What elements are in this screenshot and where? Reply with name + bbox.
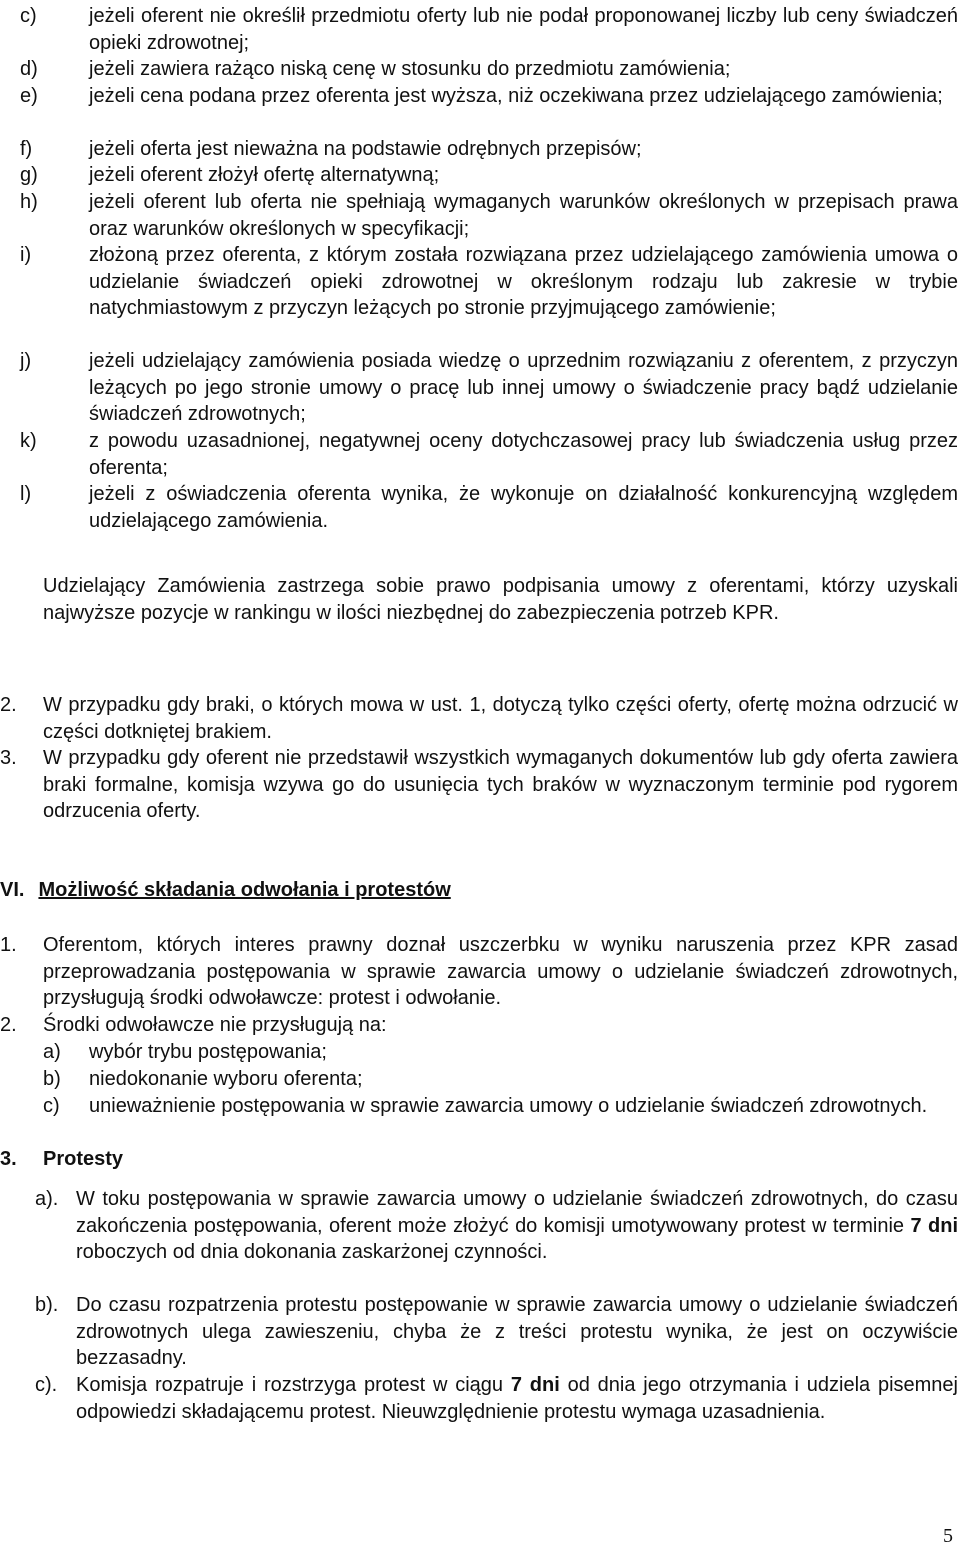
section-title: Możliwość składania odwołania i protestów bbox=[38, 879, 451, 901]
section-point-label: 2. bbox=[0, 1014, 17, 1036]
list-item-text: jeżeli oferta jest nieważna na podstawie odrębnych przepisów; bbox=[89, 138, 642, 160]
numbered-point bbox=[0, 745, 958, 825]
protest-item bbox=[35, 1372, 958, 1425]
protest-item-text: Komisja rozpatruje i rozstrzyga protest w ciągu 7 dni od dnia jego otrzymania i udziela pisemnej odpowiedzi składającemu protest. Nieuwzględnienie protestu wymaga uzasadnienia. bbox=[76, 1374, 959, 1423]
sub-list-item-label: c) bbox=[43, 1095, 60, 1117]
list-item-label: f) bbox=[20, 138, 33, 160]
sub-list-item-text: niedokonanie wyboru oferenta; bbox=[89, 1068, 363, 1090]
list-item bbox=[20, 56, 958, 83]
list-item-text: jeżeli zawiera rażąco niską cenę w stosunku do przedmiotu zamówienia; bbox=[89, 58, 731, 80]
list-item bbox=[20, 136, 958, 163]
list-item bbox=[20, 242, 958, 322]
protest-item-label: c). bbox=[35, 1374, 58, 1396]
section-point-3 bbox=[0, 1146, 958, 1173]
sub-list-item-text: wybór trybu postępowania; bbox=[89, 1041, 327, 1063]
list-item bbox=[20, 3, 958, 56]
sub-list-item bbox=[43, 1093, 958, 1120]
protest-item bbox=[35, 1186, 958, 1266]
list-item-label: i) bbox=[20, 244, 32, 266]
section-point-text: Oferentom, których interes prawny doznał uszczerbku w wyniku naruszenia przez KPR zasad przeprowadzania postępowania w sprawie zawarcia umowy o udzielanie świadczeń zdrowotnych, przysługują środki odwoławcze: protest i odwołanie. bbox=[43, 934, 958, 1009]
section-point-text: Środki odwoławcze nie przysługują na: bbox=[43, 1014, 387, 1036]
list-item-text: jeżeli oferent złożył ofertę alternatywną; bbox=[89, 164, 440, 186]
sub-list-item-label: b) bbox=[43, 1068, 61, 1090]
section-point-2 bbox=[0, 1012, 958, 1039]
protests-heading: Protesty bbox=[43, 1148, 124, 1170]
page-number: 5 bbox=[943, 1525, 953, 1547]
numbered-point-text: W przypadku gdy oferent nie przedstawił wszystkich wymaganych dokumentów lub gdy oferta zawiera braki formalne, komisja wzywa go do usunięcia tych braków w wyznaczonym terminie pod rygorem odrzucenia oferty. bbox=[43, 747, 958, 822]
list-item-label: e) bbox=[20, 85, 38, 107]
protest-item bbox=[35, 1292, 958, 1372]
section-point-label: 3. bbox=[0, 1148, 17, 1170]
list-item-text: z powodu uzasadnionej, negatywnej oceny dotychczasowej pracy lub świadczenia usług przez oferenta; bbox=[89, 430, 958, 479]
list-item bbox=[20, 428, 958, 481]
section-point-1 bbox=[0, 932, 958, 1012]
numbered-point-text: W przypadku gdy braki, o których mowa w ust. 1, dotyczą tylko części oferty, ofertę można odrzucić w części dotkniętej brakiem. bbox=[43, 694, 958, 743]
protest-item-label: a). bbox=[35, 1188, 59, 1210]
sub-list-item bbox=[43, 1066, 958, 1093]
sub-list-item bbox=[43, 1039, 958, 1066]
list-item bbox=[20, 481, 958, 534]
list-item-text: jeżeli z oświadczenia oferenta wynika, że wykonuje on działalność konkurencyjną względem udzielającego zamówienia. bbox=[89, 483, 958, 532]
list-item-label: c) bbox=[20, 5, 37, 27]
numbered-point-label: 2. bbox=[0, 694, 17, 716]
section-point-label: 1. bbox=[0, 934, 17, 956]
list-item-label: d) bbox=[20, 58, 38, 80]
list-item-text: jeżeli udzielający zamówienia posiada wiedzę o uprzednim rozwiązaniu z oferentem, z przyczyn leżących po jego stronie umowy o pracę lub innej umowy o świadczenie pracy bądź udzielanie świadczeń zdrowotnych; bbox=[89, 350, 958, 425]
protest-item-text: Do czasu rozpatrzenia protestu postępowanie w sprawie zawarcia umowy o udzielanie świadczeń zdrowotnych ulega zawieszeniu, chyba że z treści protestu wynika, że jest on oczywiście bezzasadny. bbox=[76, 1294, 958, 1369]
list-item-text: jeżeli cena podana przez oferenta jest wyższa, niż oczekiwana przez udzielającego zamówienia; bbox=[89, 85, 943, 107]
list-item-text: jeżeli oferent nie określił przedmiotu oferty lub nie podał proponowanej liczby lub ceny świadczeń opieki zdrowotnej; bbox=[89, 5, 958, 54]
list-item-text: jeżeli oferent lub oferta nie spełniają wymaganych warunków określonych w przepisach prawa oraz warunków określonych w specyfikacji; bbox=[89, 191, 958, 240]
section-heading bbox=[0, 877, 451, 903]
list-item-text: złożoną przez oferenta, z którym została rozwiązana przez udzielającego zamówienia umowa o udzielanie świadczeń opieki zdrowotnej w określonym rodzaju lub zakresie w trybie natychmiastowym z przyczyn leżących po stronie przyjmującego zamówienie; bbox=[89, 244, 958, 319]
list-item-label: k) bbox=[20, 430, 37, 452]
list-item-label: g) bbox=[20, 164, 38, 186]
list-item-label: h) bbox=[20, 191, 38, 213]
bold-term: 7 dni bbox=[510, 1374, 560, 1396]
numbered-point bbox=[0, 692, 958, 745]
list-item-label: l) bbox=[20, 483, 32, 505]
list-item bbox=[20, 189, 958, 242]
list-item-label: j) bbox=[20, 350, 32, 372]
numbered-point-label: 3. bbox=[0, 747, 17, 769]
reservation-paragraph: Udzielający Zamówienia zastrzega sobie prawo podpisania umowy z oferentami, którzy uzyskali najwyższe pozycje w rankingu w ilości niezbędnej do zabezpieczenia potrzeb KPR. bbox=[43, 575, 958, 624]
sub-list-item-label: a) bbox=[43, 1041, 61, 1063]
protest-item-text: W toku postępowania w sprawie zawarcia umowy o udzielanie świadczeń zdrowotnych, do czasu zakończenia postępowania, oferent może złożyć do komisji umotywowany protest w terminie 7 dni roboczych od dnia dokonania zaskarżonej czynności. bbox=[76, 1188, 958, 1263]
list-item bbox=[20, 348, 958, 428]
list-item bbox=[20, 162, 958, 189]
section-number: VI. bbox=[0, 879, 25, 901]
bold-term: 7 dni bbox=[910, 1214, 958, 1237]
sub-list-item-text: unieważnienie postępowania w sprawie zawarcia umowy o udzielanie świadczeń zdrowotnych. bbox=[89, 1095, 928, 1117]
list-item bbox=[20, 83, 958, 110]
protest-item-label: b). bbox=[35, 1294, 59, 1316]
